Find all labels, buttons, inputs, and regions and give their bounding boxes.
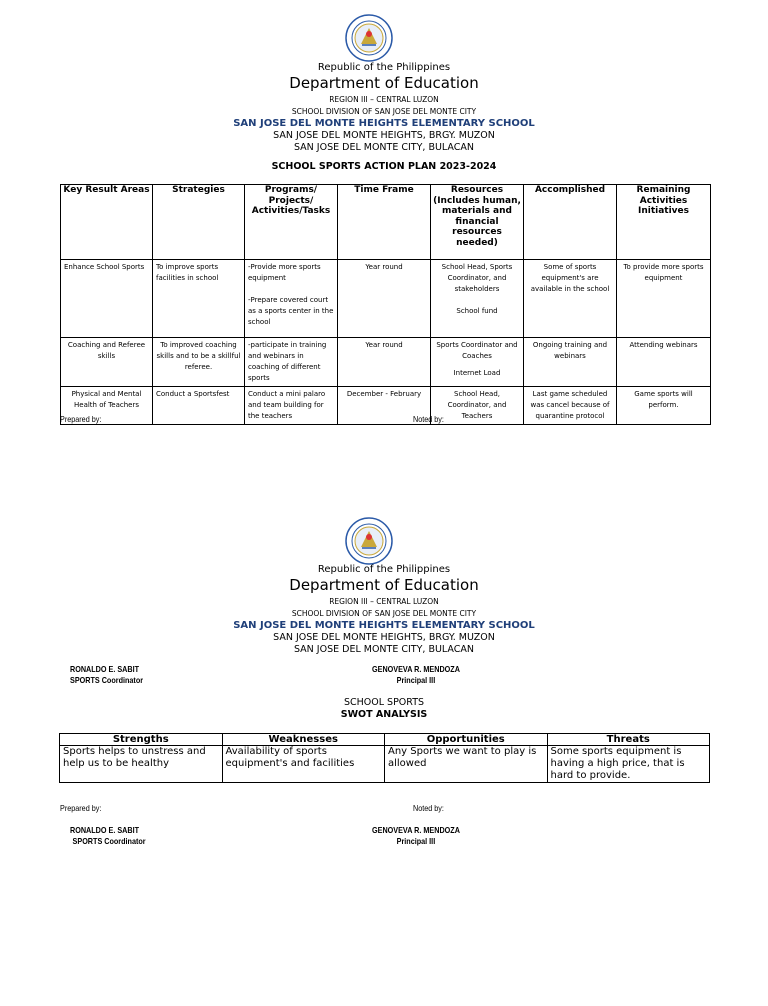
preparer-block xyxy=(70,664,143,686)
preparer-title: SPORTS Coordinator xyxy=(72,836,146,846)
noter-block xyxy=(372,664,460,686)
preparer-title: SPORTS Coordinator xyxy=(70,675,144,685)
cell-kra: Physical and Mental Health of Teachers xyxy=(61,387,153,425)
preparer-name: RONALDO E. SABIT xyxy=(70,664,140,674)
deped-seal-icon xyxy=(345,14,393,62)
cell-strategy: Conduct a Sportsfest xyxy=(153,387,245,425)
school-name: SAN JOSE DEL MONTE HEIGHTS ELEMENTARY SCHOOL xyxy=(233,118,535,129)
resource-item: School fund xyxy=(456,307,498,315)
table-row xyxy=(61,260,711,338)
school-name: SAN JOSE DEL MONTE HEIGHTS ELEMENTARY SCHOOL xyxy=(233,620,535,631)
preparer-name: RONALDO E. SABIT xyxy=(70,825,140,835)
swot-line-1: SCHOOL SPORTS xyxy=(343,697,425,708)
table-row xyxy=(61,387,711,425)
address-line-1: SAN JOSE DEL MONTE HEIGHTS, BRGY. MUZON xyxy=(273,632,495,643)
region-line: REGION III – CENTRAL LUZON xyxy=(329,95,439,104)
cell-program: Conduct a mini palaro and team building for the teachers xyxy=(245,387,338,425)
swot-strengths-cell: Sports helps to unstress and help us to be healthy xyxy=(60,746,223,783)
swot-strengths-header: Strengths xyxy=(60,734,223,746)
republic-line: Republic of the Philippines xyxy=(317,62,451,73)
cell-program: -participate in training and webinars in coaching of different sports xyxy=(245,338,338,387)
resource-item: Internet Load xyxy=(453,369,501,377)
cell-kra: Enhance School Sports xyxy=(61,260,153,338)
noted-by-label: Noted by: xyxy=(413,803,444,813)
prepared-by-label: Prepared by: xyxy=(60,803,102,813)
address-line-2: SAN JOSE DEL MONTE CITY, BULACAN xyxy=(293,142,475,153)
swot-threats-header: Threats xyxy=(547,734,710,746)
deped-seal-icon xyxy=(345,517,393,565)
col-strategies: Strategies xyxy=(153,185,245,260)
swot-table xyxy=(59,733,710,783)
table-row xyxy=(60,746,710,783)
program-item: -Provide more sports equipment xyxy=(248,263,321,282)
cell-time: Year round xyxy=(338,260,431,338)
swot-title: SWOT ANALYSIS xyxy=(340,709,428,720)
cell-accomplished: Some of sports equipment's are available in the school xyxy=(524,260,617,338)
division-line: SCHOOL DIVISION OF SAN JOSE DEL MONTE CITY xyxy=(291,609,477,618)
cell-remaining: To provide more sports equipment xyxy=(617,260,711,338)
noter-title: Principal III xyxy=(396,675,436,685)
resource-item: School Head, Sports Coordinator, and stakeholders xyxy=(441,263,513,293)
cell-time: December - February xyxy=(338,387,431,425)
action-plan-title: SCHOOL SPORTS ACTION PLAN 2023-2024 xyxy=(271,161,497,172)
noter-name: GENOVEVA R. MENDOZA xyxy=(372,825,460,835)
resource-item: Sports Coordinator and Coaches xyxy=(436,341,518,360)
col-accomplished: Accomplished xyxy=(524,185,617,260)
col-programs: Programs/ Projects/ Activities/Tasks xyxy=(245,185,338,260)
preparer-block xyxy=(70,825,146,847)
noter-block xyxy=(372,825,460,847)
cell-remaining: Attending webinars xyxy=(617,338,711,387)
program-item: -Prepare covered court as a sports center in the school xyxy=(248,296,334,326)
table-row xyxy=(61,338,711,387)
col-key-result-areas: Key Result Areas xyxy=(61,185,153,260)
department-name: Department of Education xyxy=(289,74,479,92)
prepared-by-label: Prepared by: xyxy=(60,414,102,424)
cell-resources xyxy=(431,260,524,338)
cell-program xyxy=(245,260,338,338)
republic-line: Republic of the Philippines xyxy=(317,564,451,575)
letterhead xyxy=(0,62,768,154)
cell-accomplished: Last game scheduled was cancel because of quarantine protocol xyxy=(524,387,617,425)
swot-threats-cell: Some sports equipment is having a high price, that is hard to provide. xyxy=(547,746,710,783)
cell-resources: School Head, Coordinator, and Teachers xyxy=(431,387,524,425)
division-line: SCHOOL DIVISION OF SAN JOSE DEL MONTE CITY xyxy=(291,107,477,116)
department-name: Department of Education xyxy=(289,576,479,594)
swot-weaknesses-header: Weaknesses xyxy=(222,734,385,746)
swot-weaknesses-cell: Availability of sports equipment's and facilities xyxy=(222,746,385,783)
col-resources: Resources (Includes human, materials and financial resources needed) xyxy=(431,185,524,260)
cell-remaining: Game sports will perform. xyxy=(617,387,711,425)
cell-accomplished: Ongoing training and webinars xyxy=(524,338,617,387)
address-line-1: SAN JOSE DEL MONTE HEIGHTS, BRGY. MUZON xyxy=(273,130,495,141)
col-remaining: Remaining Activities Initiatives xyxy=(617,185,711,260)
letterhead xyxy=(0,564,768,656)
noter-name: GENOVEVA R. MENDOZA xyxy=(372,664,460,674)
col-time-frame: Time Frame xyxy=(338,185,431,260)
noter-title: Principal III xyxy=(396,836,436,846)
swot-opportunities-cell: Any Sports we want to play is allowed xyxy=(385,746,548,783)
action-plan-table xyxy=(60,184,711,425)
region-line: REGION III – CENTRAL LUZON xyxy=(329,597,439,606)
cell-time: Year round xyxy=(338,338,431,387)
cell-strategy: To improve sports facilities in school xyxy=(153,260,245,338)
noted-by-label: Noted by: xyxy=(413,414,444,424)
cell-strategy: To improved coaching skills and to be a skillful referee. xyxy=(153,338,245,387)
swot-opportunities-header: Opportunities xyxy=(385,734,548,746)
cell-resources xyxy=(431,338,524,387)
cell-kra: Coaching and Referee skills xyxy=(61,338,153,387)
address-line-2: SAN JOSE DEL MONTE CITY, BULACAN xyxy=(293,644,475,655)
